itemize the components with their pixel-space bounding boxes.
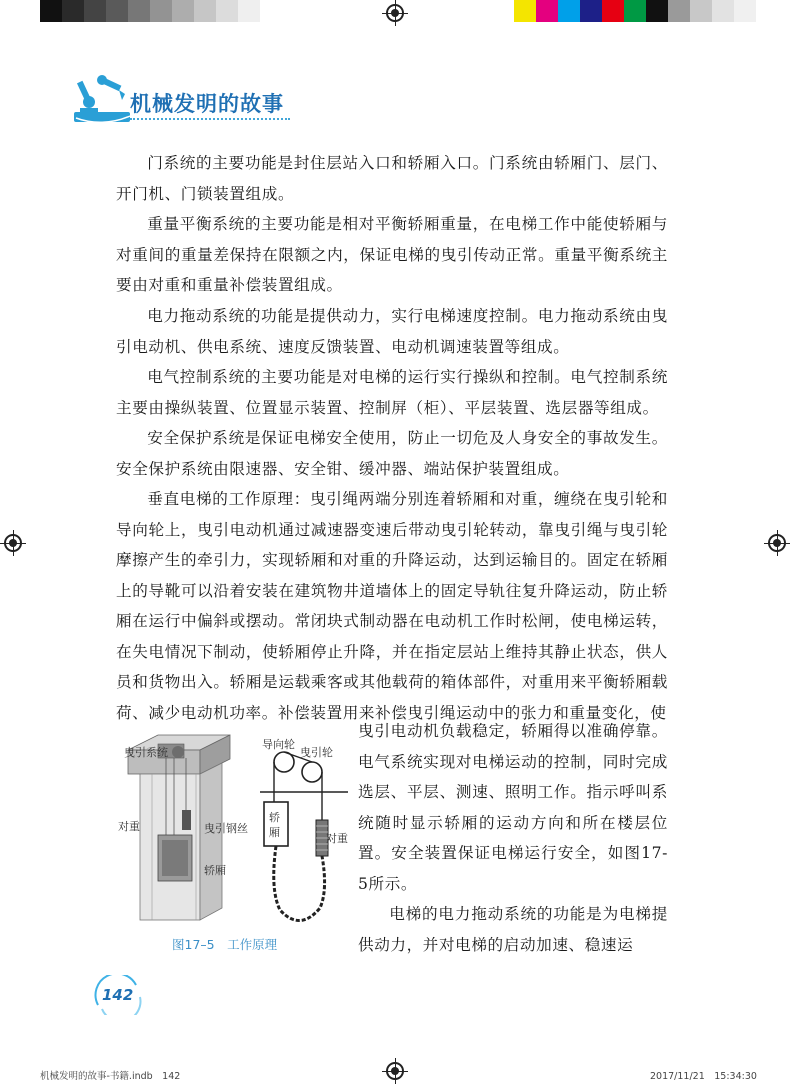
robot-arm-icon bbox=[72, 68, 132, 126]
registration-mark-top bbox=[386, 4, 404, 22]
header-dotted-rule bbox=[130, 118, 290, 120]
label-wire-rope: 曳引钢丝 bbox=[204, 822, 248, 835]
label-guide-wheel: 导向轮 bbox=[262, 738, 295, 751]
label-car-box: 轿 厢 bbox=[269, 811, 280, 839]
paragraph-electric-control: 电气控制系统的主要功能是对电梯的运行实行操纵和控制。电气控制系统主要由操纵装置、位置显示装置、控制屏（柜）、平层装置、选层器等组成。 bbox=[116, 368, 668, 417]
registration-mark-bottom bbox=[386, 1062, 404, 1080]
label-counterweight-right: 对重 bbox=[326, 832, 348, 845]
registration-mark-right bbox=[768, 534, 786, 552]
footer-file-info: 机械发明的故事-书籍.indb 142 bbox=[40, 1071, 181, 1082]
label-traction-system: 曳引系统 bbox=[124, 746, 168, 759]
footer-timestamp: 2017/11/21 15:34:30 bbox=[650, 1071, 757, 1082]
page-number: 142 bbox=[102, 986, 134, 1004]
paragraph-safety-system: 安全保护系统是保证电梯安全使用，防止一切危及人身安全的事故发生。安全保护系统由限速器、安全钳、缓冲器、端站保护装置组成。 bbox=[116, 429, 668, 478]
registration-mark-left bbox=[4, 534, 22, 552]
label-car-left: 轿厢 bbox=[204, 864, 226, 877]
label-counterweight-left: 对重 bbox=[118, 820, 140, 833]
paragraph-power-drive: 电力拖动系统的功能是提供动力，实行电梯速度控制。电力拖动系统由曳引电动机、供电系统、速度反馈装置、电动机调速装置等组成。 bbox=[116, 307, 668, 356]
paragraph-weight-balance: 重量平衡系统的主要功能是相对平衡轿厢重量，在电梯工作中能使轿厢与对重间的重量差保持在限额之内，保证电梯的曳引传动正常。重量平衡系统主要由对重和重量补偿装置组成。 bbox=[116, 215, 668, 294]
chapter-title: 机械发明的故事 bbox=[130, 92, 284, 116]
label-traction-wheel: 曳引轮 bbox=[300, 746, 333, 759]
paragraph-working-principle-cont: 曳引电动机负载稳定，轿厢得以准确停靠。电气系统实现对电梯运动的控制，同时完成选层、平层、测速、照明工作。指示呼叫系统随时显示轿厢的运动方向和所在楼层位置。安全装置保证电梯运行安全，如图17-5所示。 bbox=[358, 722, 668, 893]
figure-caption: 图17–5 工作原理 bbox=[172, 937, 278, 952]
page-number-badge bbox=[92, 975, 144, 1015]
paragraph-working-principle: 垂直电梯的工作原理：曳引绳两端分别连着轿厢和对重，缠绕在曳引轮和导向轮上，曳引电动机通过减速器变速后带动曳引轮转动，靠曳引绳与曳引轮摩擦产生的牵引力，实现轿厢和对重的升降运动，达到运输目的。固定在轿厢上的导靴可以沿着安装在建筑物井道墙体上的固定导轨往复升降运动，防止轿厢在运行中偏斜或摆动。常闭块式制动器在电动机工作时松闸，使电梯运转，在失电情况下制动，使轿厢停止升降，并在指定层站上维持其静止状态，供人员和货物出入。轿厢是运载乘客或其他载荷的箱体部件，对重用来平衡轿厢载荷、减少电动机功率。补偿装置用来补偿曳引绳运动中的张力和重量变化，使 bbox=[116, 490, 668, 722]
paragraph-drive-function: 电梯的电力拖动系统的功能是为电梯提供动力，并对电梯的启动加速、稳速运 bbox=[358, 905, 668, 954]
paragraph-door-system: 门系统的主要功能是封住层站入口和轿厢入口。门系统由轿厢门、层门、开门机、门锁装置组成。 bbox=[116, 154, 668, 203]
